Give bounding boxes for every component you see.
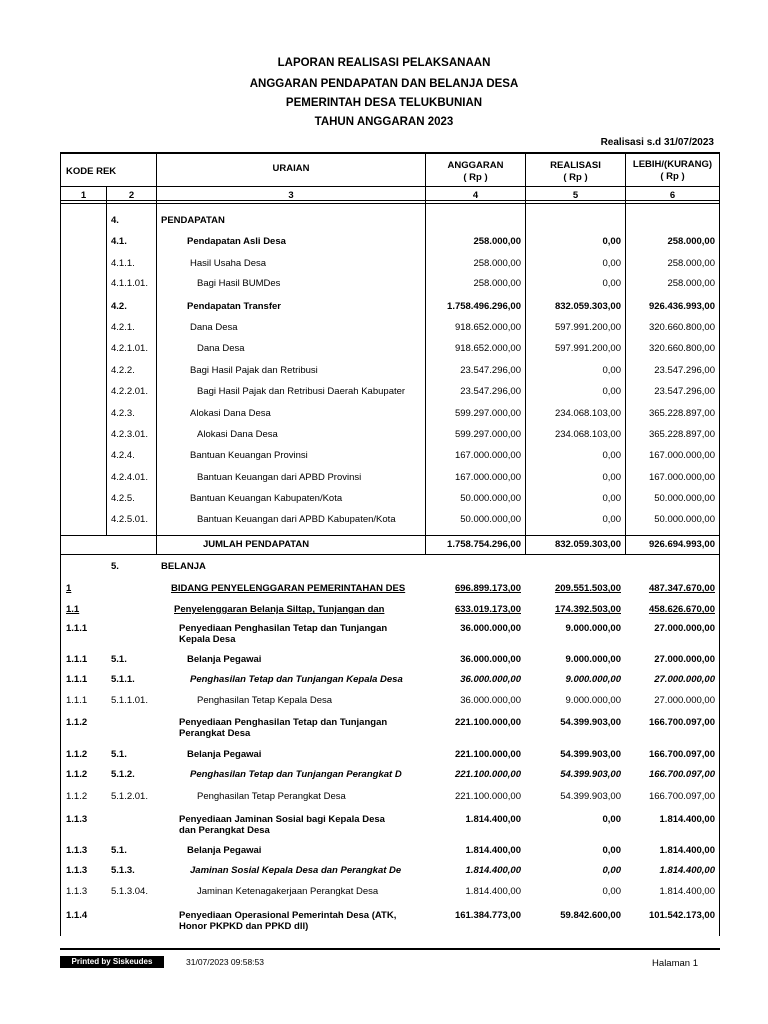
- anggaran-cell: 221.100.000,00: [454, 791, 521, 802]
- realisasi-cell: 9.000.000,00: [565, 674, 621, 685]
- lebih-kurang-cell: 167.000.000,00: [648, 450, 715, 461]
- kode-bidang-cell: 1.1.2: [66, 717, 88, 728]
- realisasi-cell: 54.399.903,00: [560, 791, 621, 802]
- uraian-cell: Penghasilan Tetap dan Tunjangan Kepala Desa: [190, 674, 403, 685]
- realisasi-cell: 0,00: [602, 236, 621, 247]
- uraian-cell: Belanja Pegawai: [187, 654, 262, 665]
- realisasi-cell: 832.059.303,00: [554, 539, 621, 550]
- kode-bidang-cell: 1.1.3: [66, 814, 88, 825]
- kode-rek-cell: 4.2.2.01.: [111, 386, 148, 397]
- lebih-kurang-cell: 166.700.097,00: [648, 791, 715, 802]
- anggaran-cell: 258.000,00: [473, 236, 521, 247]
- uraian-cell: Alokasi Dana Desa: [190, 408, 271, 419]
- kode-rek-cell: 5.1.1.01.: [111, 695, 148, 706]
- realisasi-cell: 0,00: [602, 365, 621, 376]
- kode-bidang-cell: 1.1.1: [66, 654, 88, 665]
- uraian-cell: Hasil Usaha Desa: [190, 258, 267, 269]
- realisasi-cell: 174.392.503,00: [554, 604, 621, 615]
- kode-rek-cell: 5.1.3.: [111, 865, 135, 876]
- kode-rek-cell: 4.: [111, 215, 119, 226]
- uraian-cell: Pendapatan Asli Desa: [187, 236, 286, 247]
- anggaran-cell: 258.000,00: [473, 258, 521, 269]
- realisasi-cell: 9.000.000,00: [565, 654, 621, 665]
- realisasi-cell: 832.059.303,00: [554, 301, 621, 312]
- anggaran-cell: 1.814.400,00: [465, 845, 521, 856]
- anggaran-cell: 1.814.400,00: [465, 865, 521, 876]
- anggaran-cell: 633.019.173,00: [454, 604, 521, 615]
- anggaran-cell: 36.000.000,00: [460, 674, 521, 685]
- realisasi-cell: 597.991.200,00: [554, 322, 621, 333]
- lebih-kurang-cell: 258.000,00: [667, 258, 715, 269]
- print-timestamp: 31/07/2023 09:58:53: [186, 957, 264, 967]
- realisasi-cell: 0,00: [602, 514, 621, 525]
- header-uraian: URAIAN: [272, 163, 310, 174]
- kode-bidang-cell: 1.1.1: [66, 623, 88, 634]
- col-number-5: 5: [572, 190, 579, 201]
- page-number: Halaman 1: [652, 958, 698, 969]
- realisasi-cell: 54.399.903,00: [560, 749, 621, 760]
- anggaran-cell: 167.000.000,00: [454, 472, 521, 483]
- kode-rek-cell: 5.1.2.01.: [111, 791, 148, 802]
- lebih-kurang-cell: 487.347.670,00: [648, 583, 715, 594]
- kode-rek-cell: 4.1.: [111, 236, 127, 247]
- realisasi-cell: 0,00: [602, 278, 621, 289]
- anggaran-cell: 221.100.000,00: [454, 769, 521, 780]
- kode-bidang-cell: 1.1: [66, 604, 80, 615]
- realisasi-cell: 59.842.600,00: [560, 910, 621, 921]
- anggaran-cell: 1.814.400,00: [465, 886, 521, 897]
- anggaran-cell: 161.384.773,00: [454, 910, 521, 921]
- anggaran-cell: 258.000,00: [473, 278, 521, 289]
- lebih-kurang-cell: 926.694.993,00: [648, 539, 715, 550]
- anggaran-cell: 1.758.496.296,00: [447, 301, 521, 312]
- kode-rek-cell: 5.1.: [111, 845, 127, 856]
- uraian-cell: BIDANG PENYELENGGARAN PEMERINTAHAN DES: [171, 583, 406, 594]
- lebih-kurang-cell: 320.660.800,00: [648, 343, 715, 354]
- lebih-kurang-cell: 27.000.000,00: [654, 623, 715, 634]
- anggaran-cell: 36.000.000,00: [460, 695, 521, 706]
- lebih-kurang-cell: 258.000,00: [667, 236, 715, 247]
- uraian-cell: Bantuan Keuangan dari APBD Provinsi: [197, 472, 362, 483]
- report-title-line-1: LAPORAN REALISASI PELAKSANAAN: [277, 57, 491, 69]
- lebih-kurang-cell: 258.000,00: [667, 278, 715, 289]
- uraian-cell: PENDAPATAN: [161, 215, 225, 226]
- report-title-line-2: ANGGARAN PENDAPATAN DAN BELANJA DESA: [249, 78, 519, 90]
- col-number-3: 3: [288, 190, 294, 201]
- lebih-kurang-cell: 1.814.400,00: [659, 865, 715, 876]
- lebih-kurang-cell: 27.000.000,00: [654, 654, 715, 665]
- lebih-kurang-cell: 166.700.097,00: [648, 769, 715, 780]
- total-top-rule: [60, 535, 720, 536]
- uraian-cell: Jaminan Sosial Kepala Desa dan Perangkat De: [190, 865, 402, 876]
- col-number-2: 2: [128, 190, 135, 201]
- realisasi-cell: 0,00: [602, 450, 621, 461]
- anggaran-cell: 918.652.000,00: [454, 343, 521, 354]
- kode-rek-cell: 5.1.: [111, 654, 127, 665]
- uraian-cell: Bantuan Keuangan Kabupaten/Kota: [190, 493, 343, 504]
- kode-rek-cell: 5.1.: [111, 749, 127, 760]
- lebih-kurang-cell: 166.700.097,00: [648, 717, 715, 728]
- uraian-cell: Belanja Pegawai: [187, 845, 262, 856]
- realisasi-cell: 234.068.103,00: [554, 408, 621, 419]
- kode-rek-cell: 4.1.1.01.: [111, 278, 148, 289]
- uraian-cell: Bagi Hasil BUMDes: [197, 278, 281, 289]
- anggaran-cell: 36.000.000,00: [460, 654, 521, 665]
- lebih-kurang-cell: 365.228.897,00: [648, 408, 715, 419]
- anggaran-cell: 221.100.000,00: [454, 749, 521, 760]
- realisasi-cell: 0,00: [602, 865, 621, 876]
- kode-bidang-cell: 1.1.2: [66, 769, 88, 780]
- total-bottom-rule: [60, 554, 720, 555]
- header-realisasi: REALISASI: [550, 160, 601, 171]
- kode-rek-cell: 4.2.3.01.: [111, 429, 148, 440]
- realisasi-cell: 234.068.103,00: [554, 429, 621, 440]
- uraian-cell: BELANJA: [161, 561, 206, 572]
- anggaran-cell: 167.000.000,00: [454, 450, 521, 461]
- uraian-cell: Penghasilan Tetap Kepala Desa: [197, 695, 333, 706]
- uraian-cell: Penyediaan Operasional Pemerintah Desa (ATK,: [179, 910, 397, 921]
- anggaran-cell: 696.899.173,00: [454, 583, 521, 594]
- lebih-kurang-cell: 926.436.993,00: [648, 301, 715, 312]
- col-number-4: 4: [472, 190, 479, 201]
- lebih-kurang-cell: 320.660.800,00: [648, 322, 715, 333]
- kode-rek-cell: 5.1.3.04.: [111, 886, 148, 897]
- anggaran-cell: 1.758.754.296,00: [447, 539, 521, 550]
- uraian-cell: Dana Desa: [190, 322, 238, 333]
- kode-rek-cell: 5.1.1.: [111, 674, 135, 685]
- kode-rek-cell: 4.2.4.: [111, 450, 135, 461]
- uraian-cell: Penyelenggaran Belanja Siltap, Tunjangan dan: [174, 604, 385, 615]
- kode-bidang-cell: 1.1.3: [66, 865, 88, 876]
- kode-bidang-cell: 1.1.3: [66, 845, 88, 856]
- uraian-cell: Belanja Pegawai: [187, 749, 262, 760]
- realisasi-cell: 0,00: [602, 258, 621, 269]
- uraian-cell: Jaminan Ketenagakerjaan Perangkat Desa: [197, 886, 379, 897]
- header-anggaran-unit: ( Rp ): [463, 172, 488, 183]
- uraian-cell: Penyediaan Penghasilan Tetap dan Tunjangan: [179, 623, 388, 634]
- kode-bidang-cell: 1.1.2: [66, 749, 88, 760]
- lebih-kurang-cell: 1.814.400,00: [659, 814, 715, 825]
- anggaran-cell: 36.000.000,00: [460, 623, 521, 634]
- kode-bidang-cell: 1: [66, 583, 72, 594]
- anggaran-cell: 23.547.296,00: [460, 386, 521, 397]
- realisasi-cell: 54.399.903,00: [560, 769, 621, 780]
- kode-bidang-cell: 1.1.1: [66, 695, 88, 706]
- uraian-cell: Bagi Hasil Pajak dan Retribusi: [190, 365, 318, 376]
- col-line-right: [719, 152, 720, 936]
- lebih-kurang-cell: 27.000.000,00: [654, 674, 715, 685]
- printed-by-badge: Printed by Siskeudes: [60, 956, 164, 968]
- lebih-kurang-cell: 1.814.400,00: [659, 886, 715, 897]
- kode-rek-cell: 4.2.: [111, 301, 127, 312]
- uraian-cell: Alokasi Dana Desa: [197, 429, 278, 440]
- uraian-cell: Penyediaan Penghasilan Tetap dan Tunjangan: [179, 717, 388, 728]
- anggaran-cell: 599.297.000,00: [454, 408, 521, 419]
- kode-bidang-cell: 1.1.2: [66, 791, 88, 802]
- uraian-cell-line-2: Perangkat Desa: [179, 728, 251, 739]
- anggaran-cell: 23.547.296,00: [460, 365, 521, 376]
- lebih-kurang-cell: 23.547.296,00: [654, 365, 715, 376]
- anggaran-cell: 599.297.000,00: [454, 429, 521, 440]
- kode-rek-cell: 4.1.1.: [111, 258, 135, 269]
- header-lebih-unit: ( Rp ): [660, 171, 685, 182]
- kode-rek-cell: 4.2.4.01.: [111, 472, 148, 483]
- realisasi-cell: 0,00: [602, 845, 621, 856]
- uraian-cell-line-2: Kepala Desa: [179, 634, 236, 645]
- kode-rek-cell: 4.2.2.: [111, 365, 135, 376]
- realisasi-cell: 597.991.200,00: [554, 343, 621, 354]
- kode-rek-cell: 4.2.1.01.: [111, 343, 148, 354]
- lebih-kurang-cell: 167.000.000,00: [648, 472, 715, 483]
- realisasi-cell: 9.000.000,00: [565, 695, 621, 706]
- uraian-cell: Dana Desa: [197, 343, 245, 354]
- uraian-cell: Penghasilan Tetap Perangkat Desa: [197, 791, 346, 802]
- header-divider: [60, 186, 720, 187]
- kode-rek-cell: 4.2.1.: [111, 322, 135, 333]
- col-line-2: [156, 152, 157, 555]
- anggaran-cell: 918.652.000,00: [454, 322, 521, 333]
- col-number-6: 6: [669, 190, 676, 201]
- lebih-kurang-cell: 23.547.296,00: [654, 386, 715, 397]
- kode-rek-cell: 4.2.3.: [111, 408, 135, 419]
- header-realisasi-unit: ( Rp ): [563, 172, 588, 183]
- anggaran-cell: 1.814.400,00: [465, 814, 521, 825]
- realisasi-cell: 209.551.503,00: [554, 583, 621, 594]
- realisasi-cell: 54.399.903,00: [560, 717, 621, 728]
- kode-rek-cell: 5.1.2.: [111, 769, 135, 780]
- lebih-kurang-cell: 1.814.400,00: [659, 845, 715, 856]
- uraian-cell: Penyediaan Jaminan Sosial bagi Kepala Desa: [179, 814, 385, 825]
- header-lebih-kurang: LEBIH/(KURANG): [632, 159, 713, 170]
- uraian-cell: JUMLAH PENDAPATAN: [203, 539, 310, 550]
- uraian-cell-line-2: dan Perangkat Desa: [179, 825, 270, 836]
- uraian-cell: Bantuan Keuangan Provinsi: [190, 450, 308, 461]
- realisasi-date-note: Realisasi s.d 31/07/2023: [600, 137, 714, 148]
- kode-bidang-cell: 1.1.4: [66, 910, 88, 921]
- lebih-kurang-cell: 50.000.000,00: [654, 493, 715, 504]
- colnum-divider-2: [60, 203, 720, 204]
- kode-rek-cell: 4.2.5.01.: [111, 514, 148, 525]
- col-line-left: [60, 152, 61, 936]
- table-bottom-rule: [60, 948, 720, 950]
- kode-rek-cell: 4.2.5.: [111, 493, 135, 504]
- realisasi-cell: 0,00: [602, 493, 621, 504]
- report-title-line-4: TAHUN ANGGARAN 2023: [314, 116, 454, 128]
- realisasi-cell: 0,00: [602, 386, 621, 397]
- realisasi-cell: 9.000.000,00: [565, 623, 621, 634]
- uraian-cell: Bagi Hasil Pajak dan Retribusi Daerah Kabupater: [197, 386, 406, 397]
- lebih-kurang-cell: 27.000.000,00: [654, 695, 715, 706]
- realisasi-cell: 0,00: [602, 814, 621, 825]
- col-number-1: 1: [80, 190, 87, 201]
- anggaran-cell: 221.100.000,00: [454, 717, 521, 728]
- lebih-kurang-cell: 365.228.897,00: [648, 429, 715, 440]
- lebih-kurang-cell: 458.626.670,00: [648, 604, 715, 615]
- kode-bidang-cell: 1.1.1: [66, 674, 88, 685]
- lebih-kurang-cell: 101.542.173,00: [648, 910, 715, 921]
- realisasi-cell: 0,00: [602, 472, 621, 483]
- uraian-cell: Penghasilan Tetap dan Tunjangan Perangkat D: [190, 769, 402, 780]
- header-anggaran: ANGGARAN: [447, 160, 504, 171]
- anggaran-cell: 50.000.000,00: [460, 493, 521, 504]
- kode-rek-cell: 5.: [111, 561, 119, 572]
- lebih-kurang-cell: 50.000.000,00: [654, 514, 715, 525]
- col-line-1: [106, 186, 107, 536]
- lebih-kurang-cell: 166.700.097,00: [648, 749, 715, 760]
- header-kode-rek: KODE REK: [66, 166, 117, 177]
- kode-bidang-cell: 1.1.3: [66, 886, 88, 897]
- table-top-rule: [60, 152, 720, 154]
- uraian-cell-line-2: Honor PKPKD dan PPKD dll): [179, 921, 309, 932]
- report-title-line-3: PEMERINTAH DESA TELUKBUNIAN: [285, 97, 483, 109]
- anggaran-cell: 50.000.000,00: [460, 514, 521, 525]
- uraian-cell: Pendapatan Transfer: [187, 301, 281, 312]
- uraian-cell: Bantuan Keuangan dari APBD Kabupaten/Kota: [197, 514, 396, 525]
- realisasi-cell: 0,00: [602, 886, 621, 897]
